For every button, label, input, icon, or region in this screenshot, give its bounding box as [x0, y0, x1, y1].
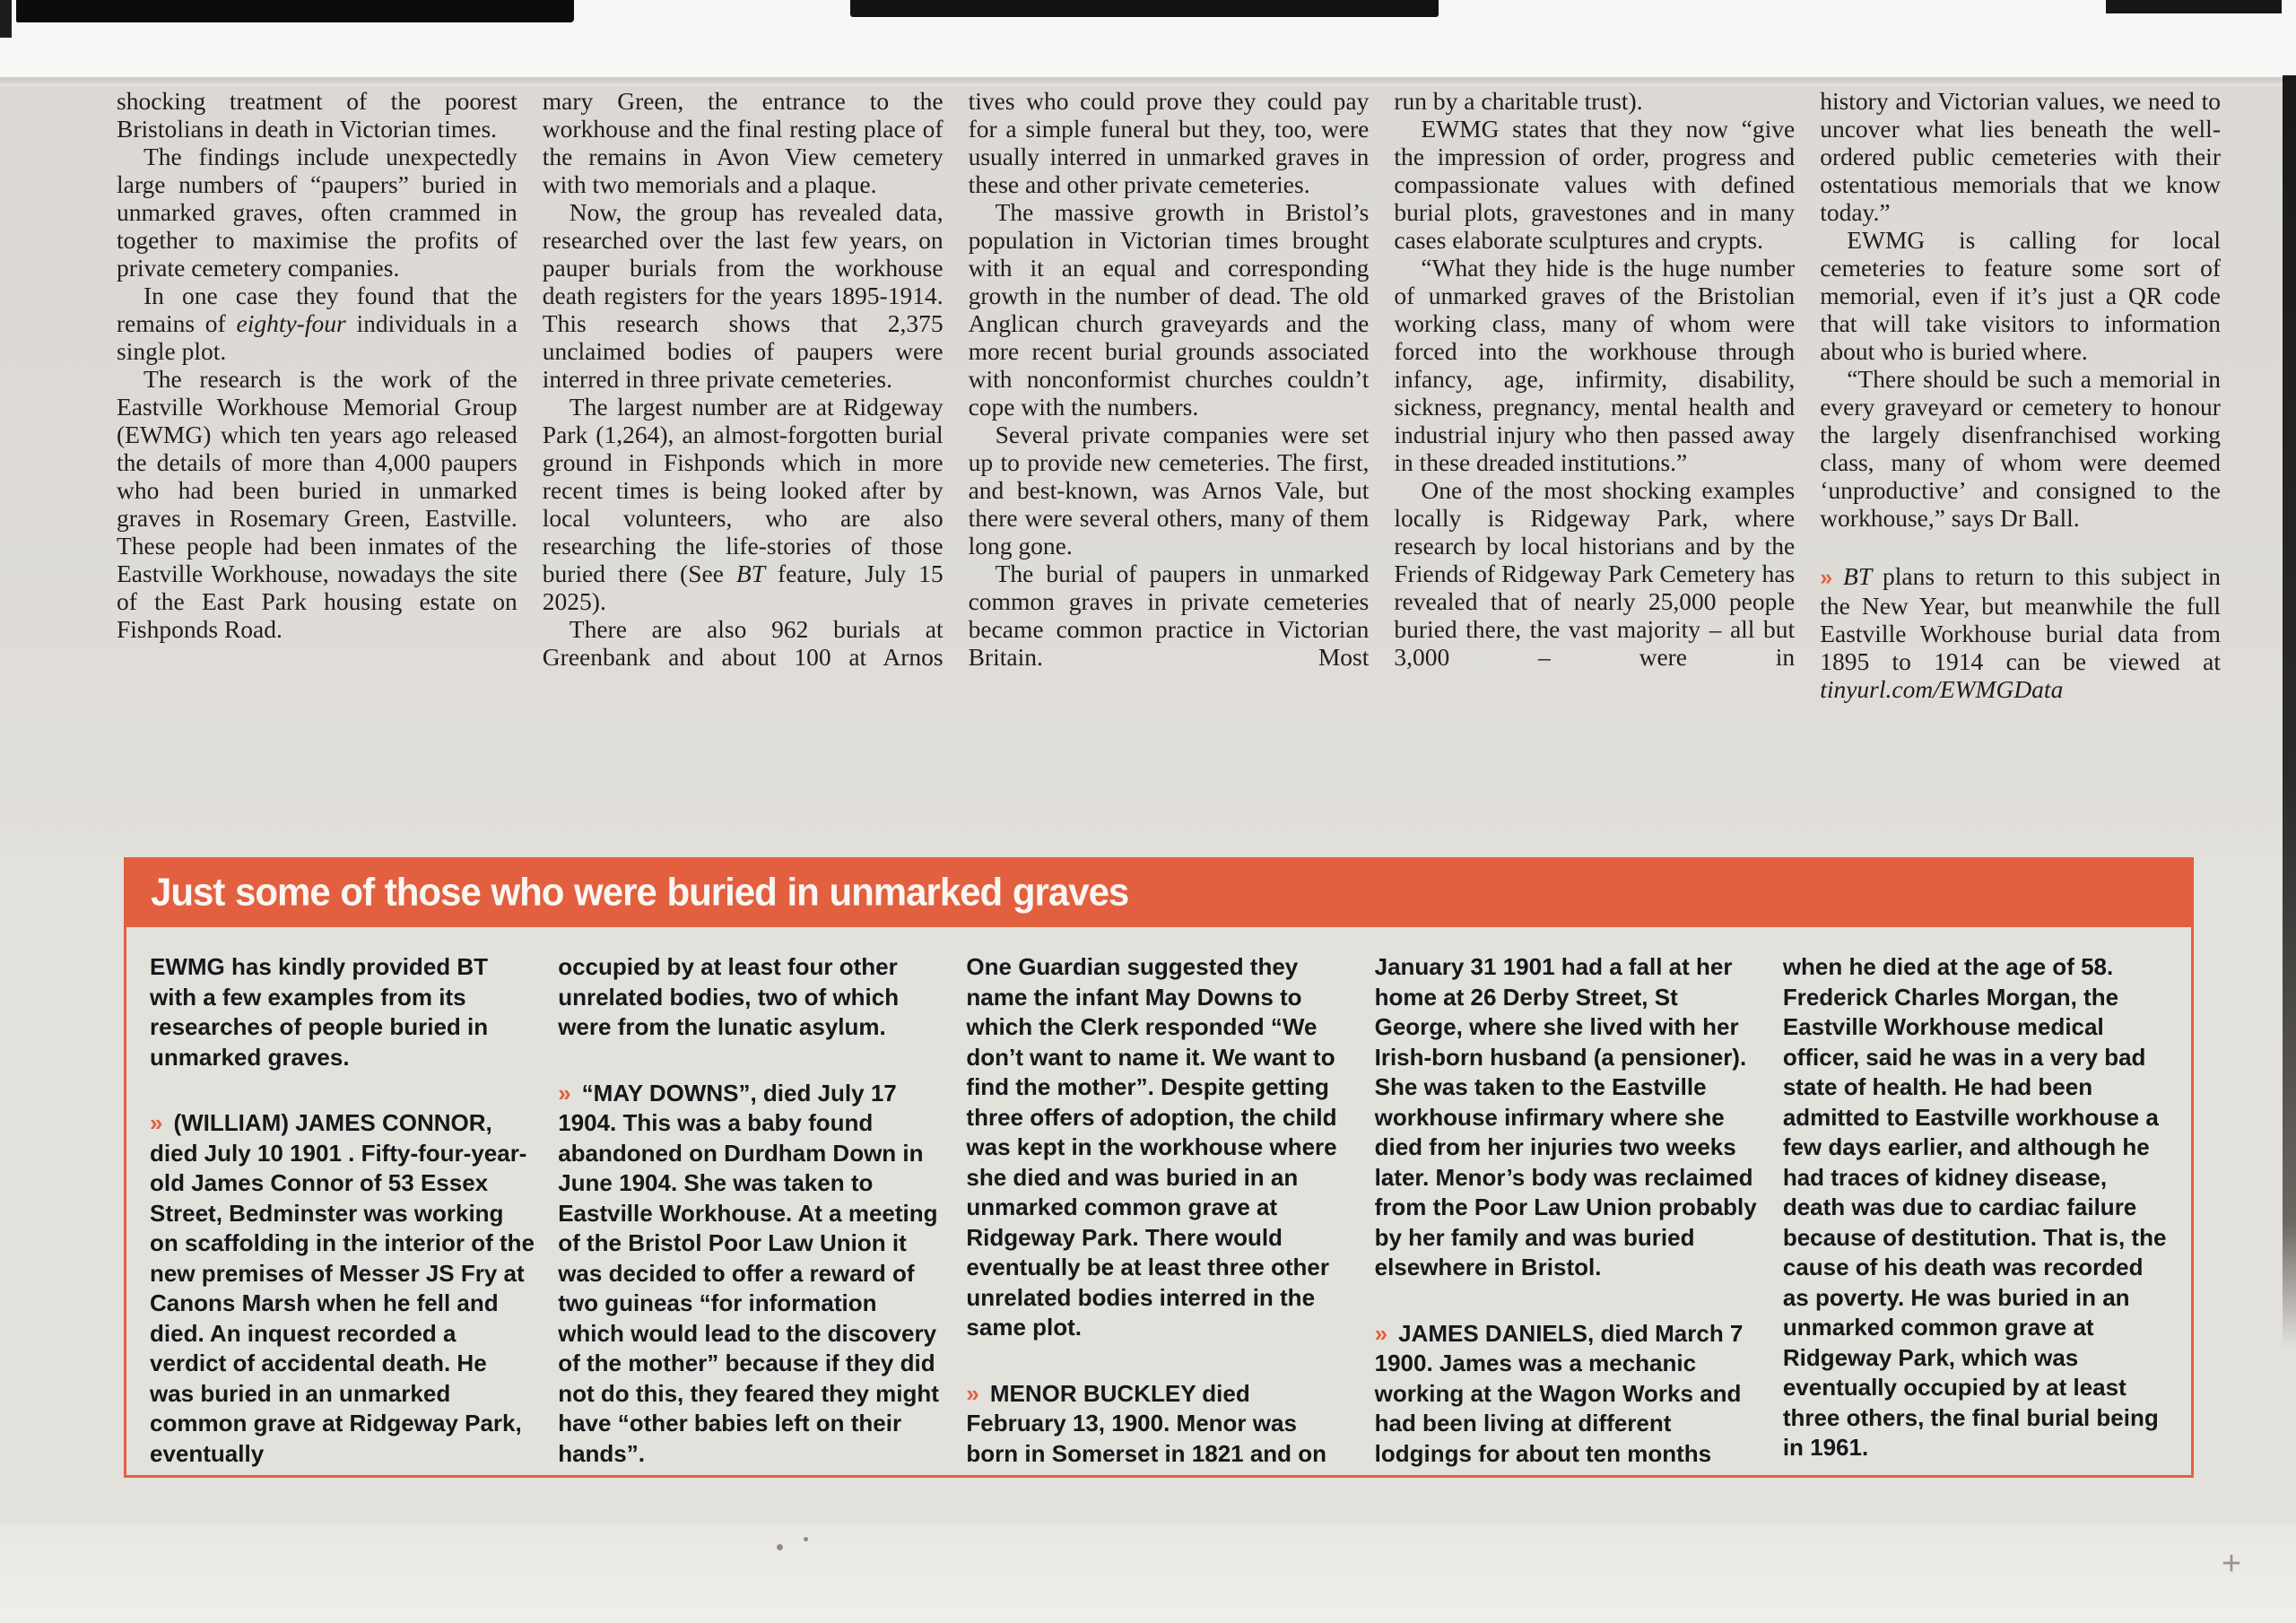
paragraph: EWMG has kindly provided BT with a few examples from its researches of people buried in unmarked graves. — [150, 953, 489, 1071]
entry-text: “MAY DOWNS”, died July 17 1904. This was a baby found abandoned on Durdham Down in June 1904. She was taken to Eastville Workhouse. At a meeting of the Bristol Poor Law Union it was decided to offer a reward of two guineas “for information which would lead to the discovery of the mother” because if they did not do this, they feared they might have “other babies left on their hands”. — [558, 1079, 939, 1467]
text-run: plans to return to this subject in the New Year, but meanwhile the full Eastville Workhouse burial data from 1895 to 1914 can be viewed at — [1820, 562, 2221, 675]
paragraph: January 31 1901 had a fall at her home at 26 Derby Street, St George, where she lived with her Irish-born husband (a pensioner). She was taken to the Eastville workhouse infirmary where she died from her injuries two weeks later. Menor’s body was reclaimed from the Poor Law Union probably by her family and was buried elsewhere in Bristol. — [1374, 953, 1757, 1280]
article-section — [117, 87, 2221, 847]
paragraph: mary Green, the entrance to the workhouse and the final resting place of the remains in Avon View cemetery with two memorials and a plaque. — [542, 87, 944, 198]
paper-speck — [777, 1544, 783, 1550]
italic-text: eighty-four — [236, 309, 346, 337]
box-header — [124, 857, 2194, 927]
text-run: feature, July 15 2025). — [542, 560, 944, 615]
paragraph: “There should be such a memorial in every graveyard or cemetery to honour the largely disenfranchised working class, many of whom were deemed ‘unproductive’ and consigned to the workhouse,” says Dr Ball. — [1820, 365, 2221, 532]
paragraph: tives who could prove they could pay for a simple funeral but they, too, were usually interred in unmarked graves in these and other private cemeteries. — [968, 87, 1370, 198]
article-column-3 — [969, 87, 1370, 847]
paragraph: Now, the group has revealed data, researched over the last few years, on pauper burials from the workhouse death registers for the years 1895-1914. This research shows that 2,375 unclaimed bodies of paupers were interred in three private cemeteries. — [542, 198, 944, 393]
scan-artifact-corner — [0, 0, 12, 38]
paragraph — [543, 393, 944, 615]
box-column-3 — [966, 952, 1351, 1467]
italic-text: BT — [1843, 562, 1873, 590]
paragraph: One of the most shocking examples locally is Ridgeway Park, where research by local historians and by the Friends of Ridgeway Park Cemetery has revealed that of nearly 25,000 people buried there, the vast majority – all but 3,000 – were in — [1394, 476, 1796, 671]
printed-url: tinyurl.com/EWMGData — [1820, 675, 2064, 703]
paragraph: The burial of paupers in unmarked common graves in private cemeteries became common practice in Victorian Britain. Most — [968, 560, 1370, 671]
text-run: The largest number are at Ridgeway Park (1,264), an almost-forgotten burial ground in Fishponds which in more recent times is being looked after by local volunteers, who are also researching the life-stories of those buried there (See — [542, 393, 944, 587]
paragraph: The research is the work of the Eastville Workhouse Memorial Group (EWMG) which ten years ago released the details of more than 4,000 paupers who had been buried in unmarked graves in Rosemary Green, Eastville. These people had been inmates of the Eastville Workhouse, nowadays the site of the East Park housing estate on Fishponds Road. — [117, 365, 517, 643]
paragraph: when he died at the age of 58. Frederick Charles Morgan, the Eastville Workhouse medical officer, said he was in a very bad state of health. He had been admitted to Eastville workhouse a few days earlier, and although he had traces of kidney disease, death was due to cardiac failure because of destitution. That is, the cause of his death was recorded as poverty. He was buried in an unmarked common grave at Ridgeway Park, which was eventually occupied by at least three others, the final burial being in 1961. — [1782, 953, 2167, 1461]
box-column-4 — [1374, 952, 1760, 1467]
paragraph: Several private companies were set up to provide new cemeteries. The first, and best-known, was Arnos Vale, but there were several others, many of them long gone. — [968, 421, 1370, 560]
bullet-marker: » — [150, 1109, 163, 1136]
paragraph: shocking treatment of the poorest Bristolians in death in Victorian times. — [117, 87, 517, 143]
entry-text: JAMES DANIELS, died March 7 1900. James was a mechanic working at the Wagon Works and had been living at different lodgings for about ten months — [1374, 1319, 1744, 1467]
paper-bottom-margin — [0, 1524, 2296, 1623]
article-column-4 — [1394, 87, 1795, 847]
editors-note — [1820, 562, 2221, 703]
text-run: In one case they found that the remains of — [117, 282, 517, 337]
article-column-5 — [1820, 87, 2221, 847]
scan-artifact-edge — [2283, 75, 2296, 1349]
paragraph: EWMG states that they now “give the impression of order, progress and compassionate values with defined burial plots, gravestones and in many cases elaborate sculptures and crypts. — [1394, 115, 1796, 254]
case-entry — [1375, 1319, 1760, 1470]
paragraph: The massive growth in Bristol’s population in Victorian times brought with it an equal and corresponding growth in the number of dead. The old Anglican church graveyards and the more recent burial grounds associated with nonconformist churches couldn’t cope with the numbers. — [968, 198, 1370, 421]
paper-fold-shadow — [0, 77, 2296, 86]
box-column-5 — [1782, 952, 2168, 1461]
paragraph: EWMG is calling for local cemeteries to feature some sort of memorial, even if it’s just a QR code that will take visitors to information about who is buried where. — [1820, 226, 2221, 365]
case-entry — [150, 1108, 535, 1469]
paragraph: occupied by at least four other unrelated bodies, two of which were from the lunatic asylum. — [558, 953, 900, 1040]
case-entry — [558, 1079, 943, 1470]
paragraph — [117, 282, 517, 365]
scan-artifact-bar — [850, 0, 1439, 17]
entry-text: MENOR BUCKLEY died February 13, 1900. Menor was born in Somerset in 1821 and on — [966, 1379, 1327, 1467]
paragraph: One Guardian suggested they name the infant May Downs to which the Clerk responded “We don’t want to name it. We want to find the mother”. Despite getting three offers of adoption, the child was kept in the workhouse where she died and was buried in an unmarked common grave at Ridgeway Park. There would eventually be at least three other unrelated bodies interred in the same plot. — [966, 953, 1337, 1341]
bullet-marker: » — [558, 1079, 571, 1107]
paragraph: history and Victorian values, we need to uncover what lies beneath the well-ordered public cemeteries with their ostentatious memorials that we know today.” — [1820, 87, 2221, 226]
box-body — [124, 927, 2194, 1478]
paragraph: The findings include unexpectedly large numbers of “paupers” buried in unmarked graves, often crammed in together to maximise the profits of private cemetery companies. — [117, 143, 517, 282]
article-column-2 — [543, 87, 944, 847]
bullet-marker: » — [966, 1379, 979, 1407]
entry-text: (WILLIAM) JAMES CONNOR, died July 10 1901 . Fifty-four-year-old James Connor of 53 Essex Street, Bedminster was working on scaffolding in the interior of the new premises of Messer JS Fry at Canons Marsh when he fell and died. An inquest recorded a verdict of accidental death. He was buried in an unmarked common grave at Ridgeway Park, eventually — [150, 1109, 535, 1467]
scan-artifact-bar — [16, 0, 574, 22]
bullet-marker: » — [1820, 565, 1833, 590]
bullet-marker: » — [1374, 1319, 1388, 1347]
text-run: individuals in a single plot. — [117, 309, 517, 365]
paragraph: “What they hide is the huge number of unmarked graves of the Bristolian working class, many of whom were forced into the workhouse through infancy, age, infirmity, disability, sickness, pregnancy, mental health and industrial injury who then passed away in these dreaded institutions.” — [1394, 254, 1796, 476]
feature-box — [124, 857, 2194, 1478]
scan-artifact-bar — [2106, 0, 2282, 13]
article-column-1 — [117, 87, 517, 847]
paragraph: run by a charitable trust). — [1394, 87, 1643, 115]
registration-mark: + — [2221, 1545, 2242, 1583]
paper-speck — [804, 1537, 808, 1541]
box-column-2 — [558, 952, 943, 1467]
box-title: Just some of those who were buried in unmarked graves — [151, 870, 1129, 914]
paragraph: There are also 962 burials at Greenbank and about 100 at Arnos — [542, 615, 944, 671]
italic-text: BT — [735, 560, 766, 587]
box-column-1 — [150, 952, 535, 1467]
case-entry — [966, 1379, 1351, 1470]
